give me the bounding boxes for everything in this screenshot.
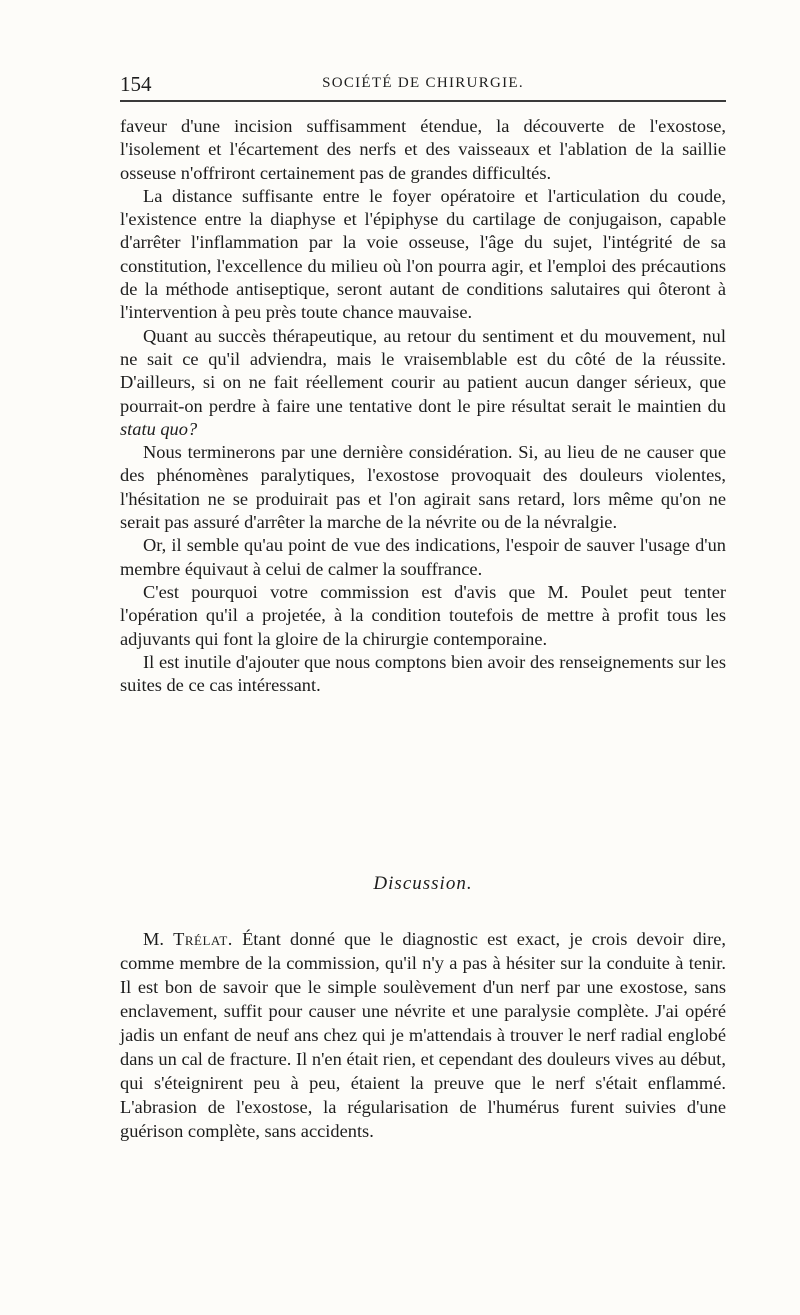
paragraph: Il est inutile d'ajouter que nous comptons bien avoir des renseignements sur les suites de ce cas intéressant. <box>120 651 726 696</box>
paragraph: Or, il semble qu'au point de vue des indications, l'espoir de sauver l'usage d'un membre équivaut à celui de calmer la souffrance. <box>120 535 726 579</box>
italic-phrase: statu quo? <box>120 418 198 439</box>
header-rule <box>120 100 726 102</box>
paragraph: faveur d'une incision suffisamment étendue, la découverte de l'exostose, l'isolement et l'écartement des nerfs et des vaisseaux et l'ablation de la saillie osseuse n'offriront certainement pas de grandes difficultés. <box>120 116 726 183</box>
discussion-text: Étant donné que le diagnostic est exact, je crois devoir dire, comme membre de la commission, qu'il n'y a pas à hésiter sur la conduite à tenir. Il est bon de savoir que le simple soulèvement d'un nerf par une exostose, sans enclavement, suffit pour causer une névrite et une paralysie complète. J'ai opéré jadis un enfant de neuf ans chez qui je m'attendais à trouver le nerf radial englobé dans un cal de fracture. Il n'en était rien, et cependant des douleurs vives au début, qui s'éteignirent peu à peu, étaient la preuve que le nerf s'était enflammé. L'abrasion de l'exostose, la régularisation de l'humérus furent suivies d'une guérison complète, sans accidents. <box>120 929 726 1141</box>
paragraph: La distance suffisante entre le foyer opératoire et l'articulation du coude, l'existence entre la diaphyse et l'épiphyse du cartilage de conjugaison, capable d'arrêter l'inflammation par la voie osseuse, l'âge du sujet, l'intégrité de sa constitution, l'excellence du milieu où l'on pourra agir, et l'emploi des précautions de la méthode antiseptique, seront autant de conditions salutaires qui ôteront à l'intervention à peu près toute chance mauvaise. <box>120 185 726 323</box>
body-text <box>120 115 726 697</box>
speaker-prefix: M. <box>143 929 164 949</box>
paragraph: C'est pourquoi votre commission est d'avis que M. Poulet peut tenter l'opération qu'il a projetée, à la condition toutefois de mettre à profit tous les adjuvants qui font la gloire de la chirurgie contemporaine. <box>120 581 726 649</box>
page-header <box>120 72 726 96</box>
speaker-name: Trélat. <box>173 929 233 949</box>
section-title: Discussion. <box>373 873 473 894</box>
page-number: 154 <box>120 72 152 96</box>
paragraph-text: Quant au succès thérapeutique, au retour du sentiment et du mouvement, nul ne sait ce qu'il adviendra, mais le vraisemblable est du côté de la réussite. D'ailleurs, si on ne fait réellement courir au patient aucun danger sérieux, que pourrait-on perdre à faire une tentative dont le pire résultat serait le maintien du <box>120 325 726 416</box>
discussion-section <box>120 927 726 1143</box>
paragraph <box>120 325 726 441</box>
paragraph: Nous terminerons par une dernière considération. Si, au lieu de ne causer que des phénomènes paralytiques, l'exostose provoquait des douleurs violentes, l'hésitation ne se produirait pas et l'on agirait sans retard, lors même qu'on ne serait pas assuré d'arrêter la marche de la névrite ou de la névralgie. <box>120 442 726 533</box>
paragraph <box>120 927 726 1143</box>
running-head: SOCIÉTÉ DE CHIRURGIE. <box>322 75 524 91</box>
